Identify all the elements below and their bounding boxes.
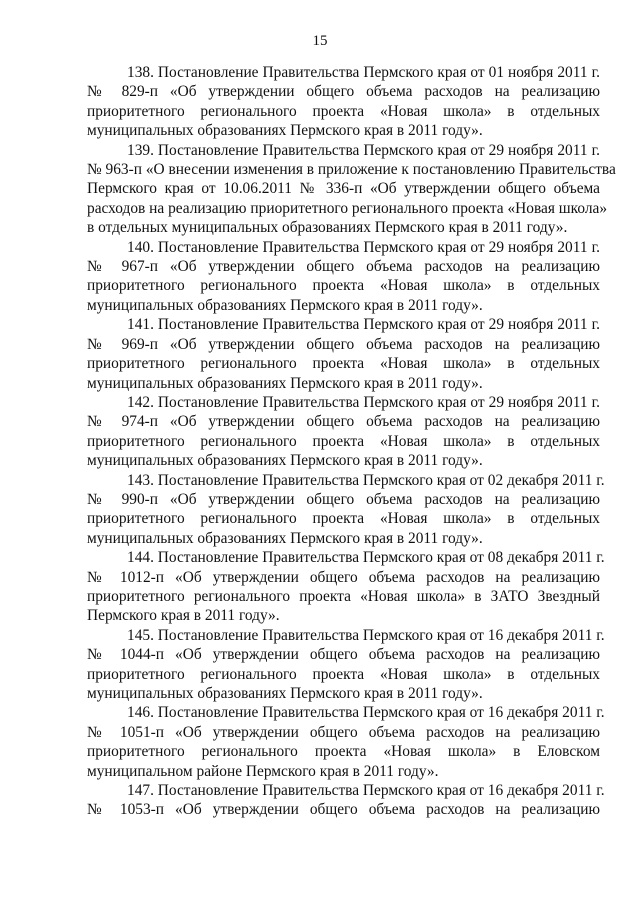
paragraph-line: муниципальных образованиях Пермского края в 2011 году». xyxy=(87,529,483,547)
decree-paragraph xyxy=(87,703,605,781)
paragraph-line: приоритетного регионального проекта «Новая школа» в отдельных xyxy=(87,432,600,450)
decree-paragraph xyxy=(87,471,605,549)
paragraph-line: 143. Постановление Правительства Пермского края от 02 декабря 2011 г. xyxy=(127,471,605,489)
paragraph-line: расходов на реализацию приоритетного регионального проекта «Новая школа» xyxy=(87,199,608,217)
paragraph-line: муниципальных образованиях Пермского края в 2011 году». xyxy=(87,452,483,470)
paragraph-line: № 1012-п «Об утверждении общего объема расходов на реализацию xyxy=(87,568,600,586)
paragraph-line: 139. Постановление Правительства Пермского края от 29 ноября 2011 г. xyxy=(127,141,600,159)
paragraph-line: 145. Постановление Правительства Пермского края от 16 декабря 2011 г. xyxy=(127,626,605,644)
paragraph-line: № 1044-п «Об утверждении общего объема расходов на реализацию xyxy=(87,646,600,664)
paragraph-line: № 967-п «Об утверждении общего объема расходов на реализацию xyxy=(87,258,600,276)
paragraph-line: 147. Постановление Правительства Пермского края от 16 декабря 2011 г. xyxy=(127,782,605,800)
paragraph-line: муниципальных образованиях Пермского края в 2011 году». xyxy=(87,685,483,702)
paragraph-line: приоритетного регионального проекта «Новая школа» в Еловском xyxy=(87,743,600,761)
paragraph-line: муниципальном районе Пермского края в 2011 году». xyxy=(87,762,439,780)
decree-paragraph xyxy=(87,393,600,471)
decree-paragraph xyxy=(87,63,600,141)
paragraph-line: приоритетного регионального проекта «Новая школа» в отдельных xyxy=(87,355,600,373)
paragraph-line: приоритетного регионального проекта «Новая школа» в ЗАТО Звездный xyxy=(87,587,600,605)
paragraph-line: муниципальных образованиях Пермского края в 2011 году». xyxy=(87,374,483,392)
paragraph-line: № 974-п «Об утверждении общего объема расходов на реализацию xyxy=(87,413,600,431)
paragraph-line: № 1053-п «Об утверждении общего объема расходов на реализацию xyxy=(87,801,600,819)
paragraph-line: 144. Постановление Правительства Пермского края от 08 декабря 2011 г. xyxy=(127,549,605,567)
paragraph-line: № 969-п «Об утверждении общего объема расходов на реализацию xyxy=(87,335,600,353)
paragraph-line: 138. Постановление Правительства Пермского края от 01 ноября 2011 г. xyxy=(127,64,600,81)
paragraph-line: приоритетного регионального проекта «Новая школа» в отдельных xyxy=(87,665,600,683)
paragraph-line: муниципальных образованиях Пермского края в 2011 году». xyxy=(87,122,483,140)
decree-paragraph xyxy=(87,315,600,393)
document-body xyxy=(87,63,616,820)
paragraph-line: Пермского края в 2011 году». xyxy=(87,607,280,625)
paragraph-line: Пермского края от 10.06.2011 № 336-п «Об утверждении общего объема xyxy=(87,180,600,198)
decree-paragraph xyxy=(87,626,605,704)
paragraph-line: № 963-п «О внесении изменения в приложение к постановлению Правительства xyxy=(87,161,616,179)
paragraph-line: приоритетного регионального проекта «Новая школа» в отдельных xyxy=(87,102,600,120)
decree-paragraph xyxy=(87,548,605,626)
paragraph-line: приоритетного регионального проекта «Новая школа» в отдельных xyxy=(87,510,600,528)
paragraph-line: в отдельных муниципальных образованиях Пермского края в 2011 году». xyxy=(87,219,568,237)
paragraph-line: № 829-п «Об утверждении общего объема расходов на реализацию xyxy=(87,83,600,101)
paragraph-line: 146. Постановление Правительства Пермского края от 16 декабря 2011 г. xyxy=(127,704,605,722)
paragraph-line: 141. Постановление Правительства Пермского края от 29 ноября 2011 г. xyxy=(127,316,600,334)
paragraph-line: 142. Постановление Правительства Пермского края от 29 ноября 2011 г. xyxy=(127,393,600,411)
paragraph-line: приоритетного регионального проекта «Новая школа» в отдельных xyxy=(87,277,600,295)
paragraph-line: 140. Постановление Правительства Пермского края от 29 ноября 2011 г. xyxy=(127,238,600,256)
paragraph-line: № 1051-п «Об утверждении общего объема расходов на реализацию xyxy=(87,723,600,741)
paragraph-line: муниципальных образованиях Пермского края в 2011 году». xyxy=(87,296,483,314)
decree-paragraph xyxy=(87,141,616,238)
decree-paragraph xyxy=(87,781,605,820)
page-number: 15 xyxy=(312,33,328,49)
paragraph-line: № 990-п «Об утверждении общего объема расходов на реализацию xyxy=(87,490,600,508)
decree-paragraph xyxy=(87,238,600,316)
